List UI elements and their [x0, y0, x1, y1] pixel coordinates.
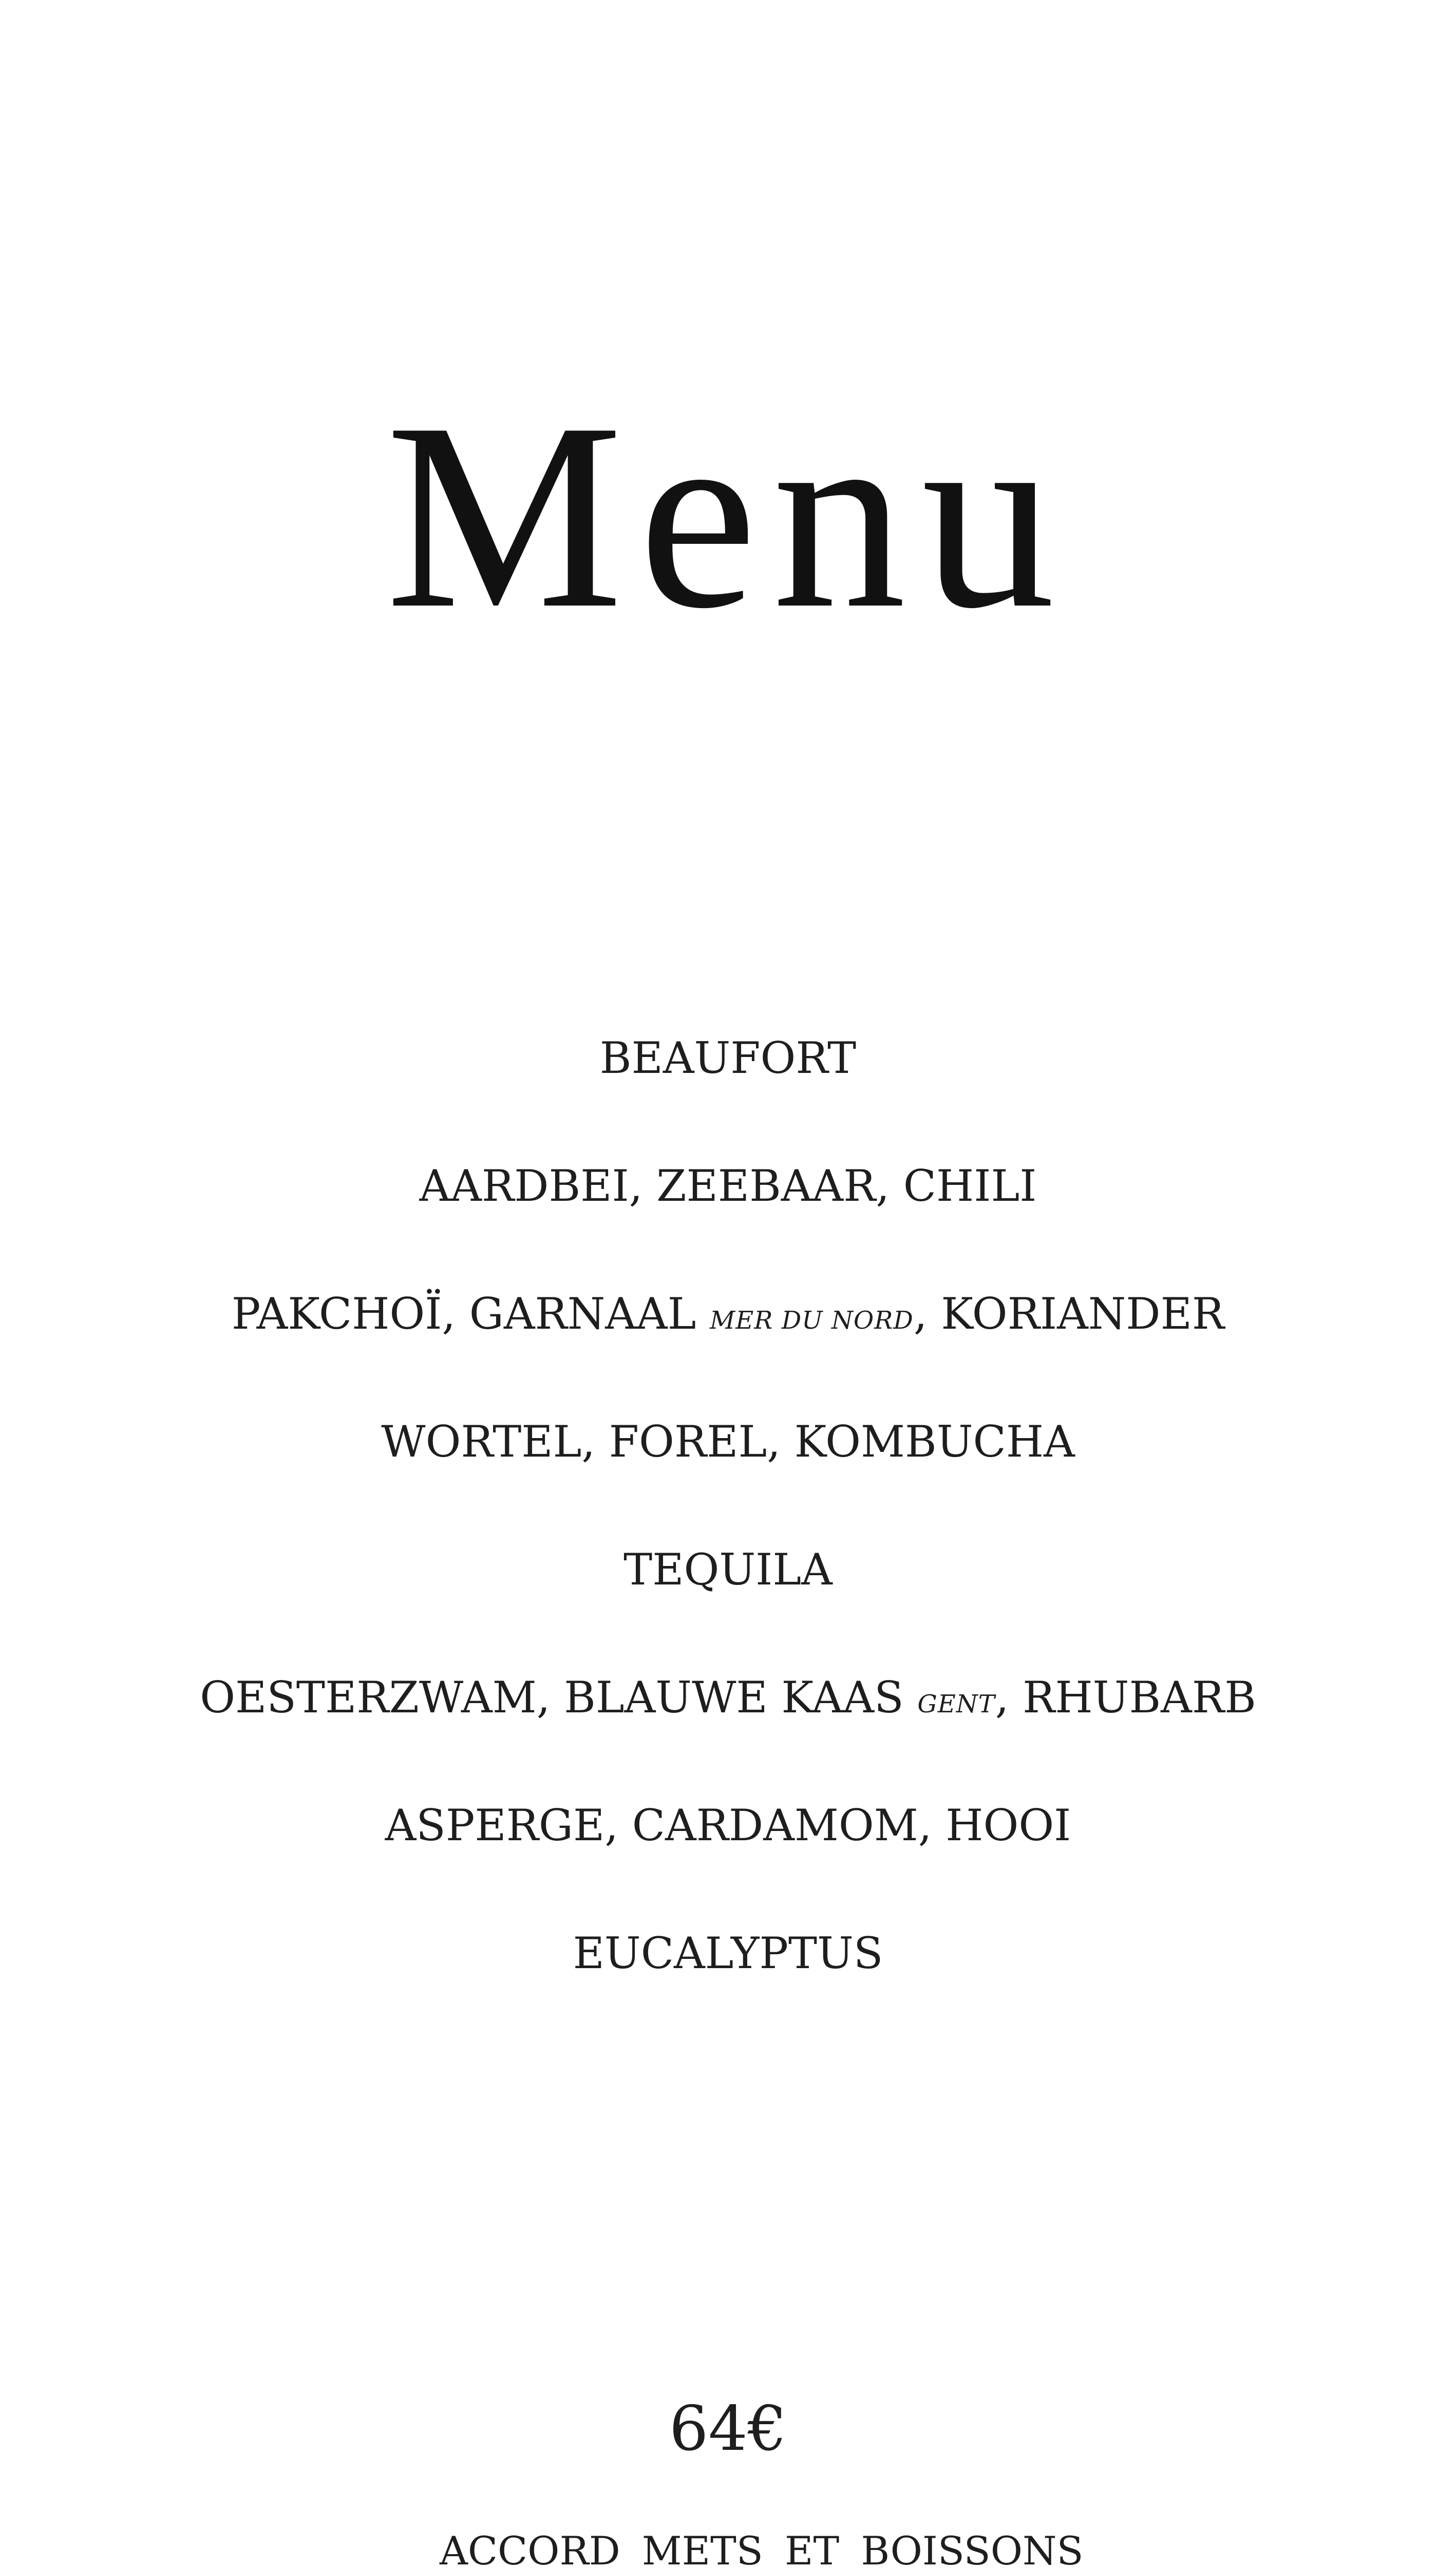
menu-title: Menu [385, 368, 1071, 664]
course-item [0, 1928, 1456, 2055]
course-item [0, 1160, 1456, 1288]
course-text-after: , KORIANDER [913, 1289, 1225, 1339]
course-text: EUCALYPTUS [573, 1928, 883, 1978]
course-list [0, 1032, 1456, 2055]
course-item [0, 1288, 1456, 1416]
course-text: AARDBEI, ZEEBAAR, CHILI [419, 1161, 1037, 1211]
pairing-heading: ACCORD METS ET BOISSONS [440, 2528, 1084, 2568]
course-text: WORTEL, FOREL, KOMBUCHA [381, 1417, 1075, 1467]
menu-price: 64€ [669, 2393, 787, 2465]
course-text: PAKCHOÏ, GARNAAL [231, 1289, 710, 1339]
course-origin-note: MER DU NORD [710, 1306, 914, 1335]
course-text: ASPERGE, CARDAMOM, HOOI [385, 1800, 1071, 1851]
course-item [0, 1544, 1456, 1672]
course-text: TEQUILA [623, 1544, 833, 1595]
course-text-after: , RHUBARB [995, 1672, 1256, 1723]
pairing-section [440, 2519, 1084, 2568]
course-text: OESTERZWAM, BLAUWE KAAS [200, 1672, 918, 1723]
course-item [0, 1032, 1456, 1160]
course-text: BEAUFORT [599, 1033, 857, 1083]
course-origin-note: GENT [917, 1690, 995, 1719]
course-item [0, 1800, 1456, 1928]
course-item [0, 1672, 1456, 1800]
course-item [0, 1416, 1456, 1544]
